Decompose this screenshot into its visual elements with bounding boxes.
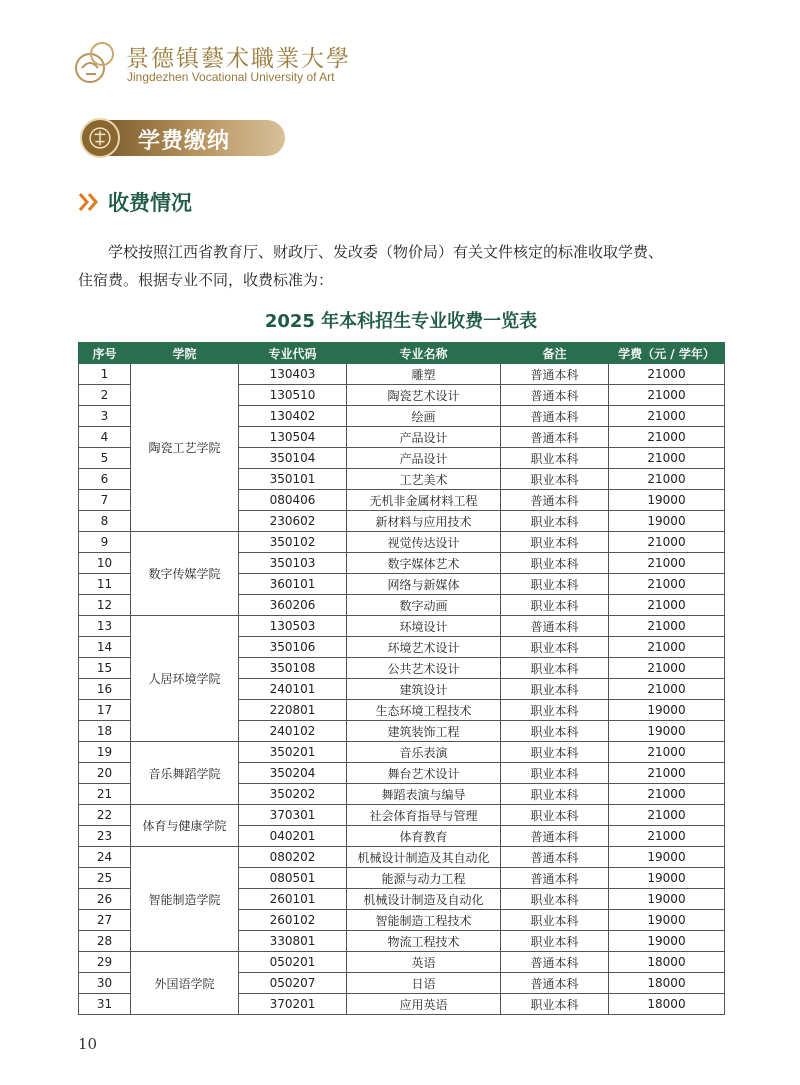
college-cell: 外国语学院 bbox=[131, 952, 239, 1015]
section-banner bbox=[80, 118, 285, 158]
banner-title: 学费缴纳 bbox=[138, 129, 231, 154]
major-name: 工艺美术 bbox=[347, 469, 501, 490]
row-index: 4 bbox=[79, 427, 131, 448]
header-code: 专业代码 bbox=[239, 343, 347, 364]
intro-line-1: 学校按照江西省教育厅、财政厅、发改委（物价局）有关文件核定的标准收取学费、 bbox=[108, 243, 664, 261]
major-remark: 职业本科 bbox=[501, 553, 609, 574]
fee-table bbox=[78, 342, 725, 1015]
major-code: 130402 bbox=[239, 406, 347, 427]
major-name: 视觉传达设计 bbox=[347, 532, 501, 553]
major-remark: 普通本科 bbox=[501, 973, 609, 994]
major-name: 舞台艺术设计 bbox=[347, 763, 501, 784]
major-code: 360101 bbox=[239, 574, 347, 595]
major-code: 350202 bbox=[239, 784, 347, 805]
major-remark: 普通本科 bbox=[501, 952, 609, 973]
major-remark: 普通本科 bbox=[501, 616, 609, 637]
row-index: 26 bbox=[79, 889, 131, 910]
college-cell: 体育与健康学院 bbox=[131, 805, 239, 847]
row-index: 27 bbox=[79, 910, 131, 931]
row-index: 15 bbox=[79, 658, 131, 679]
major-remark: 职业本科 bbox=[501, 721, 609, 742]
major-remark: 职业本科 bbox=[501, 784, 609, 805]
tuition-fee: 21000 bbox=[609, 448, 725, 469]
college-cell: 陶瓷工艺学院 bbox=[131, 364, 239, 532]
table-row bbox=[79, 616, 725, 637]
row-index: 5 bbox=[79, 448, 131, 469]
tuition-fee: 21000 bbox=[609, 805, 725, 826]
major-remark: 职业本科 bbox=[501, 931, 609, 952]
tuition-fee: 18000 bbox=[609, 952, 725, 973]
row-index: 30 bbox=[79, 973, 131, 994]
major-name: 产品设计 bbox=[347, 448, 501, 469]
major-remark: 职业本科 bbox=[501, 637, 609, 658]
major-name: 公共艺术设计 bbox=[347, 658, 501, 679]
seal-circle-icon bbox=[80, 118, 120, 158]
major-name: 产品设计 bbox=[347, 427, 501, 448]
tuition-fee: 19000 bbox=[609, 490, 725, 511]
major-name: 建筑装饰工程 bbox=[347, 721, 501, 742]
major-remark: 普通本科 bbox=[501, 406, 609, 427]
tuition-fee: 21000 bbox=[609, 637, 725, 658]
double-chevron-icon bbox=[78, 191, 100, 213]
major-remark: 职业本科 bbox=[501, 763, 609, 784]
tuition-fee: 21000 bbox=[609, 595, 725, 616]
major-name: 能源与动力工程 bbox=[347, 868, 501, 889]
major-name: 无机非金属材料工程 bbox=[347, 490, 501, 511]
major-code: 350104 bbox=[239, 448, 347, 469]
major-remark: 职业本科 bbox=[501, 805, 609, 826]
tuition-fee: 19000 bbox=[609, 889, 725, 910]
major-remark: 职业本科 bbox=[501, 889, 609, 910]
major-name: 日语 bbox=[347, 973, 501, 994]
tuition-fee: 19000 bbox=[609, 847, 725, 868]
major-code: 130503 bbox=[239, 616, 347, 637]
tuition-fee: 21000 bbox=[609, 364, 725, 385]
header-remark: 备注 bbox=[501, 343, 609, 364]
row-index: 12 bbox=[79, 595, 131, 616]
row-index: 14 bbox=[79, 637, 131, 658]
table-row bbox=[79, 847, 725, 868]
major-remark: 普通本科 bbox=[501, 490, 609, 511]
page-number: 10 bbox=[78, 1035, 98, 1053]
major-code: 350108 bbox=[239, 658, 347, 679]
table-row bbox=[79, 952, 725, 973]
tuition-fee: 19000 bbox=[609, 931, 725, 952]
intro-paragraph bbox=[78, 238, 728, 294]
major-code: 130510 bbox=[239, 385, 347, 406]
major-remark: 职业本科 bbox=[501, 532, 609, 553]
table-row bbox=[79, 532, 725, 553]
row-index: 9 bbox=[79, 532, 131, 553]
major-code: 370201 bbox=[239, 994, 347, 1015]
major-name: 雕塑 bbox=[347, 364, 501, 385]
major-code: 350204 bbox=[239, 763, 347, 784]
row-index: 2 bbox=[79, 385, 131, 406]
tuition-fee: 19000 bbox=[609, 910, 725, 931]
major-remark: 职业本科 bbox=[501, 679, 609, 700]
major-code: 240101 bbox=[239, 679, 347, 700]
tuition-fee: 19000 bbox=[609, 868, 725, 889]
table-row bbox=[79, 805, 725, 826]
major-code: 080202 bbox=[239, 847, 347, 868]
tuition-fee: 21000 bbox=[609, 532, 725, 553]
row-index: 31 bbox=[79, 994, 131, 1015]
major-code: 350103 bbox=[239, 553, 347, 574]
major-code: 370301 bbox=[239, 805, 347, 826]
major-name: 智能制造工程技术 bbox=[347, 910, 501, 931]
major-name: 英语 bbox=[347, 952, 501, 973]
major-name: 数字动画 bbox=[347, 595, 501, 616]
major-code: 260101 bbox=[239, 889, 347, 910]
major-code: 040201 bbox=[239, 826, 347, 847]
tuition-fee: 18000 bbox=[609, 973, 725, 994]
major-remark: 职业本科 bbox=[501, 469, 609, 490]
row-index: 1 bbox=[79, 364, 131, 385]
major-code: 050207 bbox=[239, 973, 347, 994]
row-index: 6 bbox=[79, 469, 131, 490]
major-name: 机械设计制造及自动化 bbox=[347, 889, 501, 910]
tuition-fee: 21000 bbox=[609, 679, 725, 700]
school-name-en: Jingdezhen Vocational University of Art bbox=[127, 70, 335, 84]
major-code: 240102 bbox=[239, 721, 347, 742]
row-index: 28 bbox=[79, 931, 131, 952]
major-name: 新材料与应用技术 bbox=[347, 511, 501, 532]
tuition-fee: 19000 bbox=[609, 511, 725, 532]
major-name: 物流工程技术 bbox=[347, 931, 501, 952]
major-name: 数字媒体艺术 bbox=[347, 553, 501, 574]
row-index: 3 bbox=[79, 406, 131, 427]
major-code: 080501 bbox=[239, 868, 347, 889]
row-index: 8 bbox=[79, 511, 131, 532]
major-name: 生态环境工程技术 bbox=[347, 700, 501, 721]
row-index: 10 bbox=[79, 553, 131, 574]
tuition-fee: 19000 bbox=[609, 700, 725, 721]
major-remark: 职业本科 bbox=[501, 448, 609, 469]
tuition-fee: 21000 bbox=[609, 574, 725, 595]
table-title: 2025 年本科招生专业收费一览表 bbox=[264, 311, 538, 332]
major-remark: 职业本科 bbox=[501, 511, 609, 532]
major-remark: 职业本科 bbox=[501, 574, 609, 595]
row-index: 25 bbox=[79, 868, 131, 889]
major-name: 舞蹈表演与编导 bbox=[347, 784, 501, 805]
tuition-fee: 19000 bbox=[609, 721, 725, 742]
major-code: 050201 bbox=[239, 952, 347, 973]
major-name: 环境艺术设计 bbox=[347, 637, 501, 658]
major-remark: 普通本科 bbox=[501, 427, 609, 448]
school-name-cn: 景德镇藝术職業大學 bbox=[126, 46, 351, 72]
tuition-fee: 21000 bbox=[609, 658, 725, 679]
row-index: 21 bbox=[79, 784, 131, 805]
major-name: 体育教育 bbox=[347, 826, 501, 847]
major-remark: 职业本科 bbox=[501, 700, 609, 721]
tuition-fee: 21000 bbox=[609, 826, 725, 847]
college-cell: 智能制造学院 bbox=[131, 847, 239, 952]
major-code: 350201 bbox=[239, 742, 347, 763]
tuition-fee: 18000 bbox=[609, 994, 725, 1015]
major-code: 350102 bbox=[239, 532, 347, 553]
major-name: 应用英语 bbox=[347, 994, 501, 1015]
tuition-fee: 21000 bbox=[609, 385, 725, 406]
major-remark: 普通本科 bbox=[501, 385, 609, 406]
header-college: 学院 bbox=[131, 343, 239, 364]
row-index: 19 bbox=[79, 742, 131, 763]
major-name: 音乐表演 bbox=[347, 742, 501, 763]
major-name: 网络与新媒体 bbox=[347, 574, 501, 595]
row-index: 20 bbox=[79, 763, 131, 784]
row-index: 16 bbox=[79, 679, 131, 700]
table-body bbox=[79, 364, 725, 1015]
row-index: 11 bbox=[79, 574, 131, 595]
major-remark: 普通本科 bbox=[501, 847, 609, 868]
header-index: 序号 bbox=[79, 343, 131, 364]
major-name: 陶瓷艺术设计 bbox=[347, 385, 501, 406]
table-row bbox=[79, 742, 725, 763]
major-remark: 普通本科 bbox=[501, 868, 609, 889]
school-logo bbox=[72, 38, 402, 88]
tuition-fee: 21000 bbox=[609, 784, 725, 805]
tuition-fee: 21000 bbox=[609, 427, 725, 448]
college-cell: 音乐舞蹈学院 bbox=[131, 742, 239, 805]
table-row bbox=[79, 364, 725, 385]
row-index: 22 bbox=[79, 805, 131, 826]
row-index: 23 bbox=[79, 826, 131, 847]
row-index: 24 bbox=[79, 847, 131, 868]
major-code: 350106 bbox=[239, 637, 347, 658]
tuition-fee: 21000 bbox=[609, 469, 725, 490]
row-index: 13 bbox=[79, 616, 131, 637]
major-remark: 职业本科 bbox=[501, 742, 609, 763]
major-code: 260102 bbox=[239, 910, 347, 931]
major-remark: 普通本科 bbox=[501, 364, 609, 385]
major-remark: 职业本科 bbox=[501, 595, 609, 616]
major-code: 220801 bbox=[239, 700, 347, 721]
school-seal-icon bbox=[72, 38, 120, 86]
tuition-fee: 21000 bbox=[609, 616, 725, 637]
row-index: 18 bbox=[79, 721, 131, 742]
college-cell: 人居环境学院 bbox=[131, 616, 239, 742]
major-remark: 职业本科 bbox=[501, 658, 609, 679]
major-name: 环境设计 bbox=[347, 616, 501, 637]
major-code: 130504 bbox=[239, 427, 347, 448]
major-name: 绘画 bbox=[347, 406, 501, 427]
major-remark: 职业本科 bbox=[501, 994, 609, 1015]
major-remark: 职业本科 bbox=[501, 910, 609, 931]
major-name: 社会体育指导与管理 bbox=[347, 805, 501, 826]
major-code: 330801 bbox=[239, 931, 347, 952]
tuition-fee: 21000 bbox=[609, 742, 725, 763]
row-index: 29 bbox=[79, 952, 131, 973]
header-major: 专业名称 bbox=[347, 343, 501, 364]
major-code: 360206 bbox=[239, 595, 347, 616]
tuition-fee: 21000 bbox=[609, 763, 725, 784]
header-fee: 学费（元 / 学年） bbox=[609, 343, 725, 364]
section-title: 收费情况 bbox=[108, 191, 192, 215]
major-code: 230602 bbox=[239, 511, 347, 532]
major-name: 机械设计制造及其自动化 bbox=[347, 847, 501, 868]
college-cell: 数字传媒学院 bbox=[131, 532, 239, 616]
major-code: 080406 bbox=[239, 490, 347, 511]
tuition-fee: 21000 bbox=[609, 406, 725, 427]
major-code: 130403 bbox=[239, 364, 347, 385]
row-index: 7 bbox=[79, 490, 131, 511]
major-name: 建筑设计 bbox=[347, 679, 501, 700]
major-code: 350101 bbox=[239, 469, 347, 490]
major-remark: 普通本科 bbox=[501, 826, 609, 847]
intro-line-2: 住宿费。根据专业不同，收费标准为： bbox=[78, 271, 334, 289]
row-index: 17 bbox=[79, 700, 131, 721]
tuition-fee: 21000 bbox=[609, 553, 725, 574]
table-header-row bbox=[79, 343, 725, 364]
